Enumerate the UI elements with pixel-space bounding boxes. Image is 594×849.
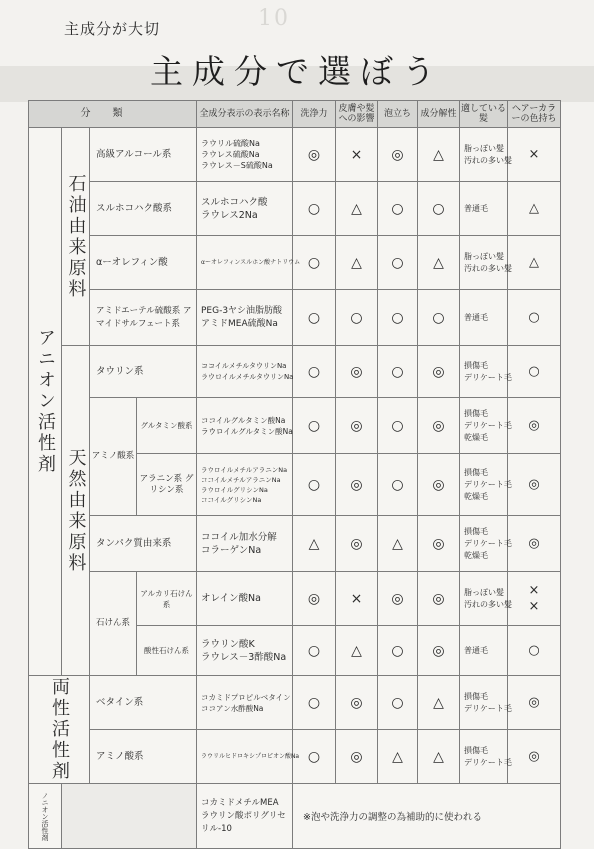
display-names: PEG-3ヤシ油脂肪酸 アミドMEA硫酸Na xyxy=(197,290,293,346)
effect-rating: ◎ xyxy=(336,454,378,516)
row-name: ベタイン系 xyxy=(90,676,197,730)
table-row xyxy=(29,346,561,398)
group-petroleum: 石油由来原料 xyxy=(62,128,90,346)
cleansing-rating: ○ xyxy=(293,182,336,236)
suitable-hair: 損傷毛 デリケート毛 乾燥毛 xyxy=(460,516,508,572)
effect-rating: ◎ xyxy=(336,676,378,730)
header-category: 分類 xyxy=(29,101,197,128)
surfactant-table xyxy=(28,100,560,841)
blank-cell xyxy=(62,784,197,849)
bio-rating: ◎ xyxy=(418,516,460,572)
color-rating: ○ xyxy=(508,626,561,676)
table-row-nonionic xyxy=(29,784,561,849)
cleansing-rating: ○ xyxy=(293,290,336,346)
suitable-hair: 損傷毛 デリケート毛 xyxy=(460,730,508,784)
cleansing-rating: ◎ xyxy=(293,572,336,626)
group-natural: 天然由来原料 xyxy=(62,346,90,676)
row-name: アラニン系 グリシン系 xyxy=(137,454,197,516)
header-suitable-hair: 適している髪 xyxy=(460,101,508,128)
row-name: 高級アルコール系 xyxy=(90,128,197,182)
effect-rating: × xyxy=(336,128,378,182)
effect-rating: ◎ xyxy=(336,516,378,572)
color-rating: ○ xyxy=(508,346,561,398)
suitable-hair: 損傷毛 デリケート毛 xyxy=(460,346,508,398)
lather-rating: ○ xyxy=(378,398,418,454)
lather-rating: ◎ xyxy=(378,572,418,626)
page-title: 主成分で選ぼう xyxy=(150,52,444,91)
lather-rating: ○ xyxy=(378,676,418,730)
page-number-mark: 10 xyxy=(258,6,290,31)
suitable-hair: 損傷毛 デリケート毛 乾燥毛 xyxy=(460,454,508,516)
color-rating: × xyxy=(508,128,561,182)
lather-rating: ○ xyxy=(378,454,418,516)
bio-rating: ◎ xyxy=(418,626,460,676)
cleansing-rating: ○ xyxy=(293,730,336,784)
effect-rating: ◎ xyxy=(336,346,378,398)
lather-rating: ○ xyxy=(378,290,418,346)
display-names: ココイルグルタミン酸Na ラウロイルグルタミン酸Na xyxy=(197,398,293,454)
color-rating: △ xyxy=(508,236,561,290)
display-names: ラウリルヒドロキシプロピオン酸Na xyxy=(197,730,293,784)
header-lather: 泡立ち xyxy=(378,101,418,128)
group-amphoteric: 両性活性剤 xyxy=(29,676,90,784)
color-rating: ◎ xyxy=(508,454,561,516)
row-name: グルタミン酸系 xyxy=(137,398,197,454)
lather-rating: ○ xyxy=(378,346,418,398)
display-names: ココイル加水分解 コラーゲンNa xyxy=(197,516,293,572)
bio-rating: △ xyxy=(418,676,460,730)
color-rating: ◎ xyxy=(508,730,561,784)
display-names: ラウリル硫酸Na ラウレス硫酸Na ラウレス－S硫酸Na xyxy=(197,128,293,182)
cleansing-rating: ○ xyxy=(293,626,336,676)
header-cleansing: 洗浄力 xyxy=(293,101,336,128)
color-rating: × × xyxy=(508,572,561,626)
color-rating: ◎ xyxy=(508,676,561,730)
suitable-hair: 脂っぽい髪 汚れの多い髪 xyxy=(460,236,508,290)
group-anionic: アニオン活性剤 xyxy=(29,128,62,676)
row-name: タウリン系 xyxy=(90,346,197,398)
table-row xyxy=(29,572,561,626)
bio-rating: △ xyxy=(418,128,460,182)
effect-rating: ○ xyxy=(336,290,378,346)
display-names: ラウリン酸K ラウレス－3酢酸Na xyxy=(197,626,293,676)
header-hair-color: ヘアーカラーの色持ち xyxy=(508,101,561,128)
suitable-hair: 脂っぽい髪 汚れの多い髪 xyxy=(460,572,508,626)
display-names: オレイン酸Na xyxy=(197,572,293,626)
row-name: αーオレフィン酸 xyxy=(90,236,197,290)
bio-rating: ○ xyxy=(418,290,460,346)
display-names: コカミドプロピルベタイン ココアン水酢酸Na xyxy=(197,676,293,730)
lather-rating: △ xyxy=(378,730,418,784)
group-nonionic: ノニオン活性剤 xyxy=(29,784,62,849)
bio-rating: ◎ xyxy=(418,572,460,626)
bio-rating: ◎ xyxy=(418,398,460,454)
suitable-hair: 普通毛 xyxy=(460,626,508,676)
bio-rating: ◎ xyxy=(418,346,460,398)
display-names: コカミドメチルMEA ラウリン酸ポリグリセ リル-10 xyxy=(197,784,293,849)
row-name: 酸性石けん系 xyxy=(137,626,197,676)
subgroup-amino-acid: アミノ酸系 xyxy=(90,398,137,516)
header-display-name: 全成分表示の表示名称 xyxy=(197,101,293,128)
header-biodegradability: 成分解性 xyxy=(418,101,460,128)
cleansing-rating: ○ xyxy=(293,398,336,454)
row-name: アミノ酸系 xyxy=(90,730,197,784)
table-row xyxy=(29,676,561,730)
color-rating: △ xyxy=(508,182,561,236)
table-row xyxy=(29,290,561,346)
lather-rating: ○ xyxy=(378,236,418,290)
suitable-hair: 脂っぽい髪 汚れの多い髪 xyxy=(460,128,508,182)
nonionic-note: ※泡や洗浄力の調整の為補助的に使われる xyxy=(293,784,561,849)
lather-rating: △ xyxy=(378,516,418,572)
table-row xyxy=(29,398,561,454)
table-row xyxy=(29,236,561,290)
display-names: ラウロイルメチルアラニンNa ココイルメチルアラニンNa ラウロイルグリシンNa ココイルグリシンNa xyxy=(197,454,293,516)
lather-rating: ◎ xyxy=(378,128,418,182)
effect-rating: × xyxy=(336,572,378,626)
display-names: スルホコハク酸 ラウレス2Na xyxy=(197,182,293,236)
super-title: 主成分が大切 xyxy=(64,20,161,38)
bio-rating: ◎ xyxy=(418,454,460,516)
cleansing-rating: ○ xyxy=(293,346,336,398)
suitable-hair: 普通毛 xyxy=(460,182,508,236)
row-name: スルホコハク酸系 xyxy=(90,182,197,236)
cleansing-rating: ○ xyxy=(293,454,336,516)
subgroup-soap: 石けん系 xyxy=(90,572,137,676)
effect-rating: ◎ xyxy=(336,398,378,454)
effect-rating: ◎ xyxy=(336,730,378,784)
table-row xyxy=(29,730,561,784)
cleansing-rating: ◎ xyxy=(293,128,336,182)
cleansing-rating: △ xyxy=(293,516,336,572)
cleansing-rating: ○ xyxy=(293,236,336,290)
effect-rating: △ xyxy=(336,182,378,236)
display-names: αーオレフィンスルホン酸ナトリウム xyxy=(197,236,293,290)
color-rating: ◎ xyxy=(508,516,561,572)
table-row xyxy=(29,182,561,236)
bio-rating: △ xyxy=(418,236,460,290)
row-name: アルカリ石けん系 xyxy=(137,572,197,626)
lather-rating: ○ xyxy=(378,626,418,676)
bio-rating: ○ xyxy=(418,182,460,236)
table-row xyxy=(29,128,561,182)
color-rating: ◎ xyxy=(508,398,561,454)
header-row xyxy=(29,101,561,128)
display-names: ココイルメチルタウリンNa ラウロイルメチルタウリンNa xyxy=(197,346,293,398)
lather-rating: ○ xyxy=(378,182,418,236)
header-skin-effect: 皮膚や髪への影響 xyxy=(336,101,378,128)
color-rating: ○ xyxy=(508,290,561,346)
row-name: タンパク質由来系 xyxy=(90,516,197,572)
bio-rating: △ xyxy=(418,730,460,784)
row-name: アミドエーテル硫酸系 アマイドサルフェート系 xyxy=(90,290,197,346)
suitable-hair: 損傷毛 デリケート毛 乾燥毛 xyxy=(460,398,508,454)
effect-rating: △ xyxy=(336,236,378,290)
suitable-hair: 損傷毛 デリケート毛 xyxy=(460,676,508,730)
suitable-hair: 普通毛 xyxy=(460,290,508,346)
effect-rating: △ xyxy=(336,626,378,676)
cleansing-rating: ○ xyxy=(293,676,336,730)
table-row xyxy=(29,516,561,572)
